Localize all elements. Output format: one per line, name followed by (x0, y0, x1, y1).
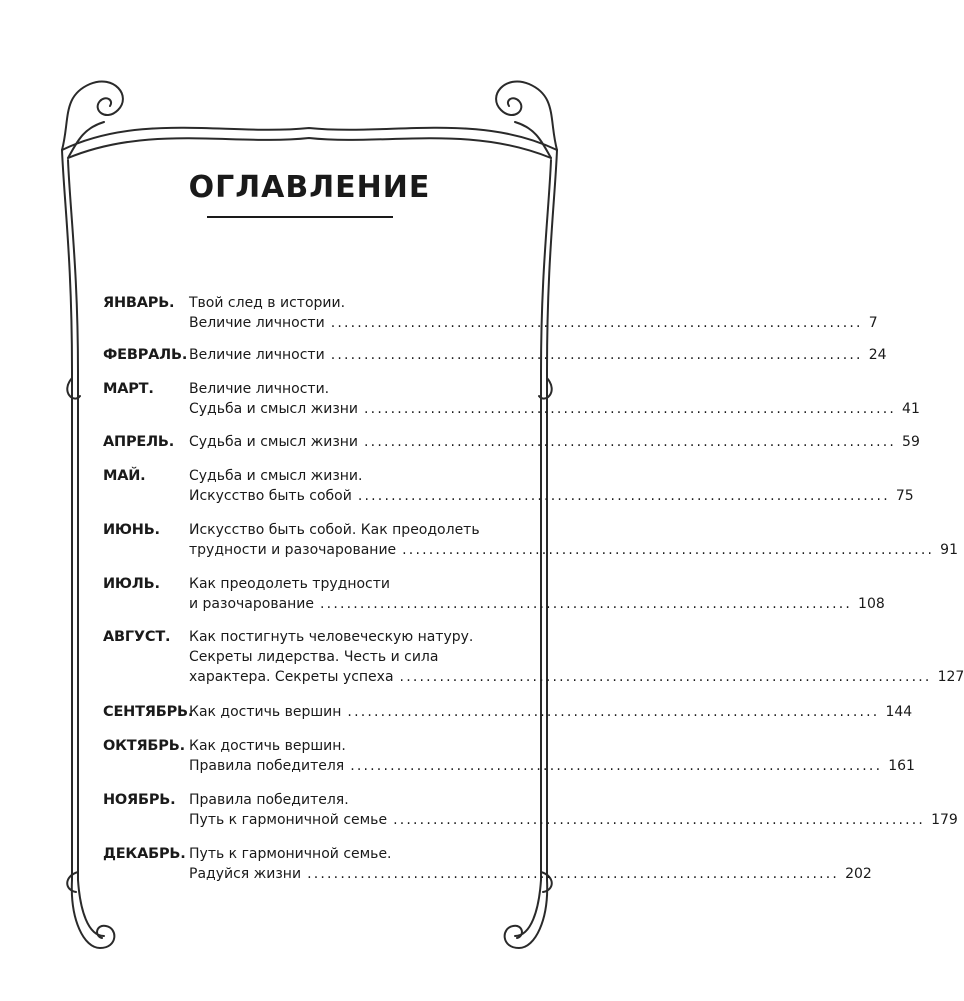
toc-line: Радуйся жизни (189, 866, 302, 882)
dot-leader: ................................................................................ (357, 488, 890, 504)
dot-leader: ................................................................................ (393, 812, 926, 828)
toc-page-number: 161 (888, 758, 915, 774)
toc-month: МАЙ. (103, 468, 146, 484)
toc-page-number: 108 (858, 596, 885, 612)
toc-line: Путь к гармоничной семье (189, 812, 388, 828)
dot-leader: ................................................................................ (364, 434, 897, 450)
toc-line: Искусство быть собой. Как преодолеть (189, 522, 480, 538)
toc-line: Правила победителя. (189, 792, 349, 808)
toc-line: характера. Секреты успеха (189, 669, 394, 685)
toc-line: и разочарование (189, 596, 315, 612)
toc-page-number: 24 (868, 347, 887, 363)
dot-leader: ................................................................................ (330, 315, 863, 331)
toc-line: Судьба и смысл жизни (189, 434, 359, 450)
toc-month: ИЮЛЬ. (103, 576, 160, 592)
dot-leader: ................................................................................ (350, 758, 883, 774)
toc-page-number: 202 (845, 866, 872, 882)
toc-month: ОКТЯБРЬ. (103, 738, 185, 754)
toc-month: НОЯБРЬ. (103, 792, 176, 808)
toc-line: Секреты лидерства. Честь и сила (189, 649, 439, 665)
toc-line: Как преодолеть трудности (189, 576, 390, 592)
toc-month: МАРТ. (103, 381, 154, 397)
toc-line: Как постигнуть человеческую натуру. (189, 629, 474, 645)
toc-line: Искусство быть собой (189, 488, 352, 504)
toc-page-number: 41 (902, 401, 920, 417)
toc-line: Величие личности (189, 315, 325, 331)
toc-month: АВГУСТ. (103, 629, 171, 645)
dot-leader: ................................................................................ (364, 401, 897, 417)
dot-leader: ................................................................................ (320, 596, 853, 612)
page-title: ОГЛАВЛЕНИЕ (188, 170, 431, 205)
toc-line: Величие личности. (189, 381, 330, 397)
toc-line: Путь к гармоничной семье. (189, 846, 392, 862)
toc-month: ФЕВРАЛЬ. (103, 347, 188, 363)
toc-line: Правила победителя (189, 758, 345, 774)
toc-line: Твой след в истории. (189, 295, 346, 311)
toc-page-number: 7 (868, 315, 878, 331)
toc-month: ЯНВАРЬ. (103, 295, 175, 311)
toc-page-number: 59 (902, 434, 920, 450)
toc-month: АПРЕЛЬ. (103, 434, 175, 450)
toc-line: Как достичь вершин. (189, 738, 346, 754)
dot-leader: ................................................................................ (399, 669, 932, 685)
toc-line: Как достичь вершин (189, 704, 342, 720)
toc-line: Судьба и смысл жизни (189, 401, 359, 417)
toc-month: ИЮНЬ. (103, 522, 160, 538)
toc-month: ДЕКАБРЬ. (103, 846, 186, 862)
toc-line: трудности и разочарование (189, 542, 397, 558)
toc-page-number: 179 (931, 812, 958, 828)
dot-leader: ................................................................................ (402, 542, 935, 558)
dot-leader: ................................................................................ (307, 866, 840, 882)
toc-line: Величие личности (189, 347, 325, 363)
title-underline (207, 216, 393, 218)
toc-page-number: 91 (940, 542, 958, 558)
toc-month: СЕНТЯБРЬ. (103, 704, 194, 720)
dot-leader: ................................................................................ (330, 347, 863, 363)
toc-page-number: 75 (895, 488, 914, 504)
dot-leader: ................................................................................ (347, 704, 880, 720)
toc-line: Судьба и смысл жизни. (189, 468, 363, 484)
toc-page-number: 127 (937, 669, 964, 685)
toc-page-number: 144 (885, 704, 913, 720)
